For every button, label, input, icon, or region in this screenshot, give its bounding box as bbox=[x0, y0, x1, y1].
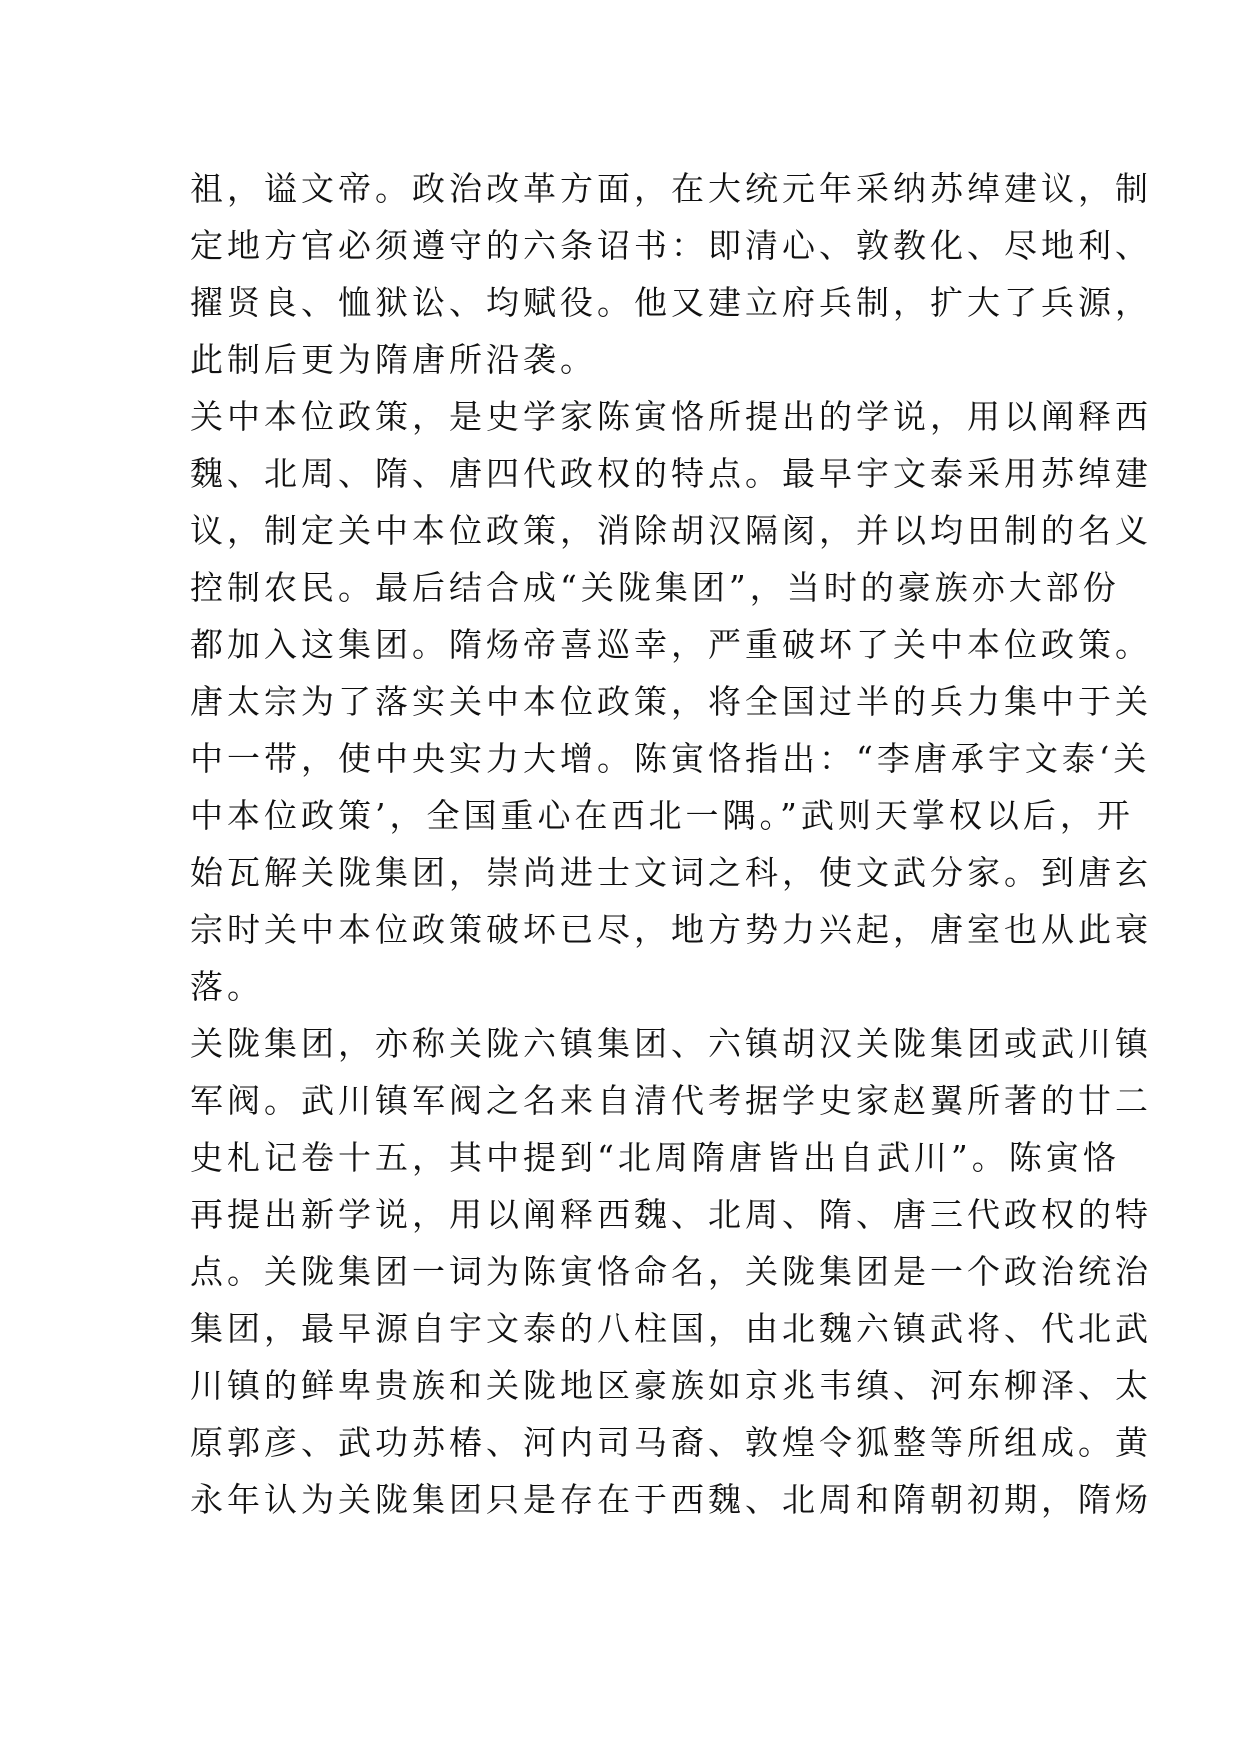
text-line: 关中本位政策，是史学家陈寅恪所提出的学说，用以阐释西 bbox=[190, 397, 1152, 436]
text-line: 宗时关中本位政策破坏已尽，地方势力兴起，唐室也从此衰 bbox=[190, 910, 1152, 949]
text-line: 魏、北周、隋、唐四代政权的特点。最早宇文泰采用苏绰建 bbox=[190, 454, 1152, 493]
text-line: 集团，最早源自宇文泰的八柱国，由北魏六镇武将、代北武 bbox=[190, 1309, 1152, 1348]
text-line: 始瓦解关陇集团，崇尚进士文词之科，使文武分家。到唐玄 bbox=[190, 853, 1152, 892]
text-line: 原郭彦、武功苏椿、河内司马裔、敦煌令狐整等所组成。黄 bbox=[190, 1423, 1152, 1462]
text-line: 永年认为关陇集团只是存在于西魏、北周和隋朝初期，隋炀 bbox=[190, 1480, 1152, 1519]
text-line: 史札记卷十五，其中提到“北周隋唐皆出自武川”。陈寅恪 bbox=[190, 1138, 1120, 1177]
text-line: 祖，谥文帝。政治改革方面，在大统元年采纳苏绰建议，制 bbox=[190, 169, 1152, 208]
text-line: 关陇集团，亦称关陇六镇集团、六镇胡汉关陇集团或武川镇 bbox=[190, 1024, 1152, 1063]
text-line: 落。 bbox=[190, 967, 264, 1006]
text-line: 再提出新学说，用以阐释西魏、北周、隋、唐三代政权的特 bbox=[190, 1195, 1152, 1234]
text-line: 军阀。武川镇军阀之名来自清代考据学史家赵翼所著的廿二 bbox=[190, 1081, 1152, 1120]
text-line: 点。关陇集团一词为陈寅恪命名，关陇集团是一个政治统治 bbox=[190, 1252, 1152, 1291]
text-line: 川镇的鲜卑贵族和关陇地区豪族如京兆韦缜、河东柳泽、太 bbox=[190, 1366, 1152, 1405]
text-line: 此制后更为隋唐所沿袭。 bbox=[190, 340, 597, 379]
text-line: 议，制定关中本位政策，消除胡汉隔阂，并以均田制的名义 bbox=[190, 511, 1152, 550]
text-line: 都加入这集团。隋炀帝喜巡幸，严重破坏了关中本位政策。 bbox=[190, 625, 1152, 664]
text-line: 控制农民。最后结合成“关陇集团”，当时的豪族亦大部份 bbox=[190, 568, 1120, 607]
text-line: 中本位政策’，全国重心在西北一隅。”武则天掌权以后，开 bbox=[190, 796, 1134, 835]
text-line: 唐太宗为了落实关中本位政策，将全国过半的兵力集中于关 bbox=[190, 682, 1152, 721]
body-text bbox=[190, 160, 1152, 1528]
text-line: 擢贤良、恤狱讼、均赋役。他又建立府兵制，扩大了兵源， bbox=[190, 283, 1152, 322]
text-line: 中一带，使中央实力大增。陈寅恪指出：“李唐承宇文泰‘关 bbox=[190, 739, 1151, 778]
text-line: 定地方官必须遵守的六条诏书：即清心、敦教化、尽地利、 bbox=[190, 226, 1152, 265]
